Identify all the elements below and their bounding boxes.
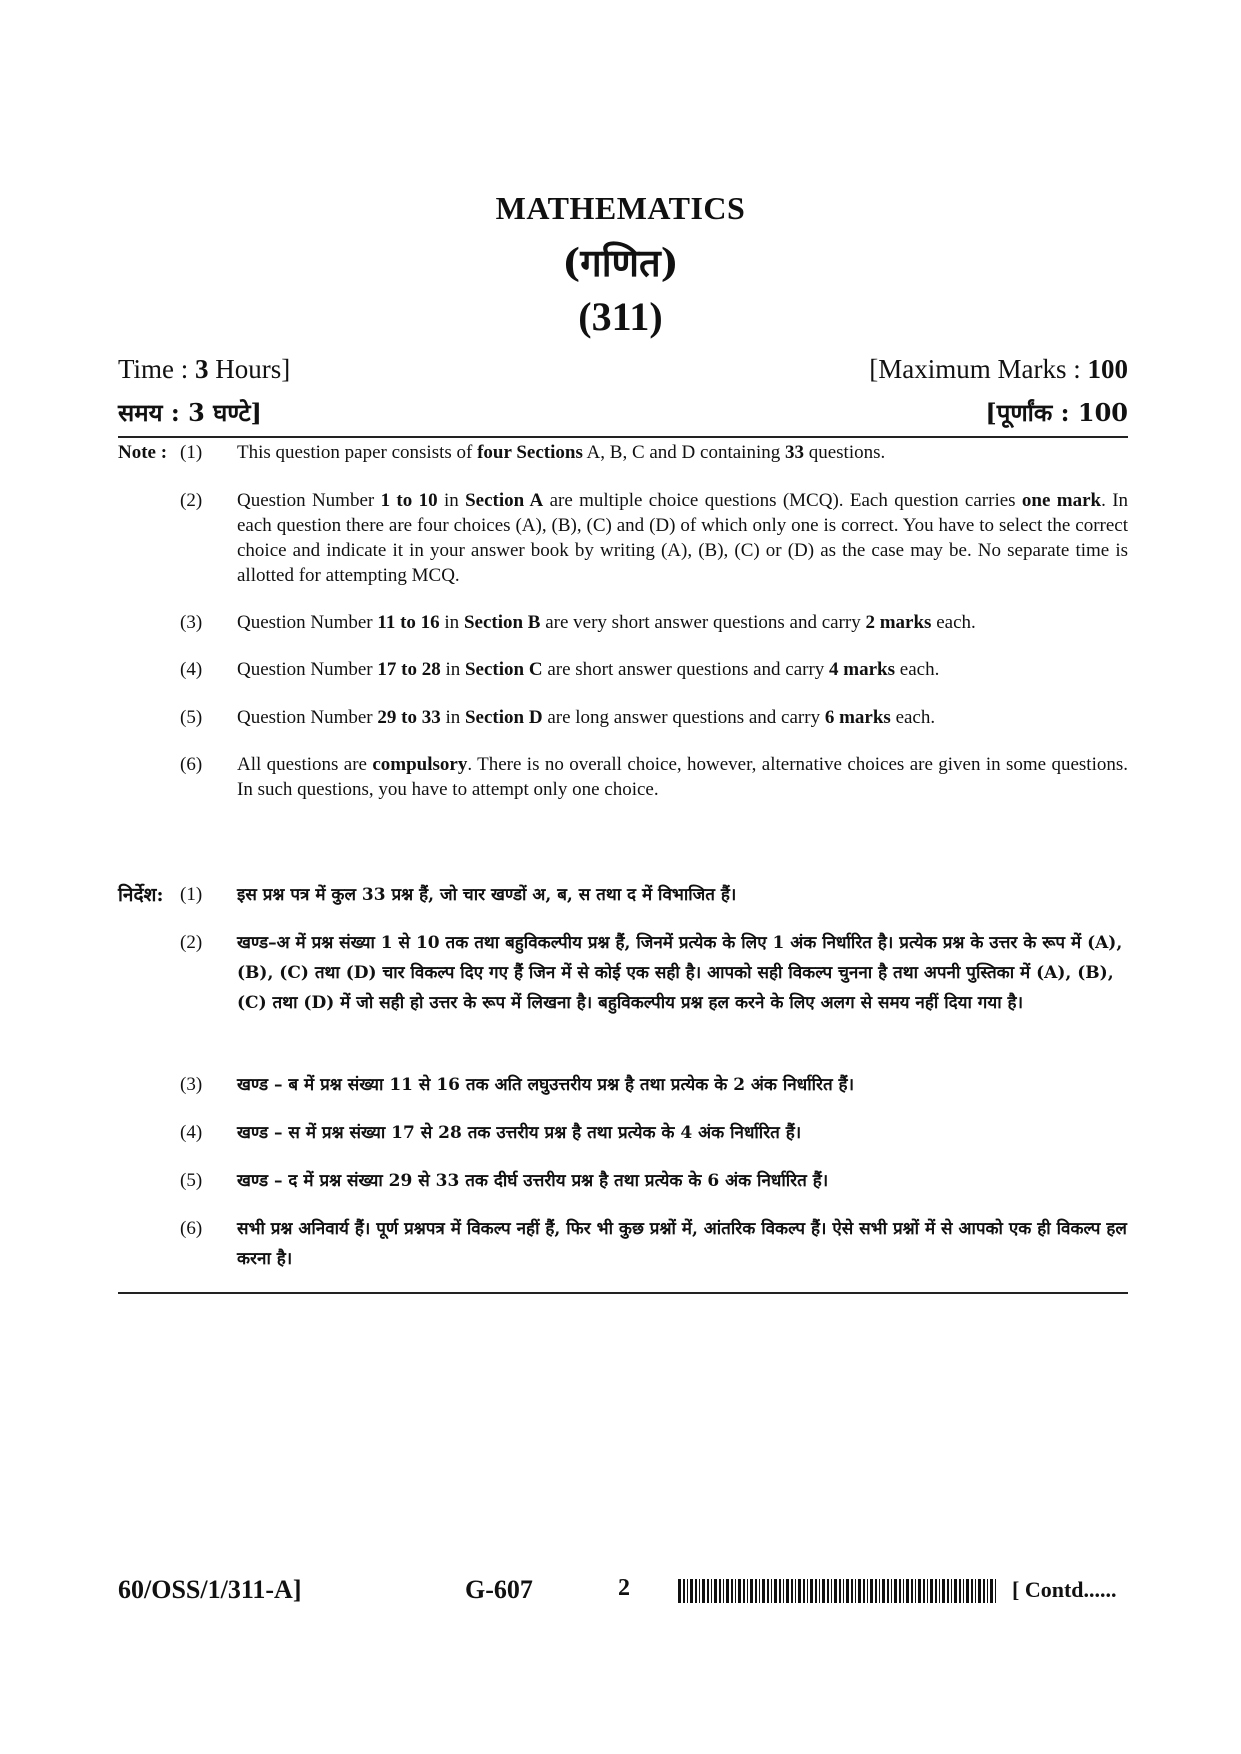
nirdesh-item-number: (6) (180, 1218, 203, 1239)
nirdesh-item-number: (2) (180, 932, 203, 953)
page-footer (0, 1575, 1241, 1615)
note-item-text: Question Number 11 to 16 in Section B are very short answer questions and carry 2 marks each. (237, 612, 976, 633)
time-label: Time : 3 Hours] (118, 354, 291, 384)
subject-code: (311) (578, 294, 663, 339)
nirdesh-item-text: खण्ड – द में प्रश्न संख्या 29 से 33 तक दीर्घ उत्तरीय प्रश्न है तथा प्रत्येक के 6 अंक निर्धारित हैं। (237, 1171, 829, 1191)
contd-label: [ Contd...... (1012, 1577, 1117, 1602)
barcode-icon (678, 1579, 996, 1603)
samay-label: समय : 3 घण्टे] (118, 398, 262, 427)
g-code: G-607 (465, 1575, 533, 1604)
subject-title-hindi: (गणित) (562, 240, 679, 285)
note-item-text: Question Number 17 to 28 in Section C are short answer questions and carry 4 marks each. (237, 659, 940, 680)
poornank-label: [पूर्णांक : 100 (985, 398, 1128, 427)
note-item-number: (6) (180, 754, 203, 775)
note-item-number: (2) (180, 490, 203, 511)
note-label: Note : (118, 442, 168, 463)
nirdesh-item-text: खण्ड – ब में प्रश्न संख्या 11 से 16 तक अति लघुउत्तरीय प्रश्न है तथा प्रत्येक के 2 अंक निर्धारित हैं। (237, 1075, 855, 1095)
note-item-number: (4) (180, 659, 203, 680)
maximum-marks: [Maximum Marks : 100 (869, 354, 1128, 384)
nirdesh-item-text: खण्ड–अ में प्रश्न संख्या 1 से 10 तक तथा बहुविकल्पीय प्रश्न हैं, जिनमें प्रत्येक के लिए 1 अंक निर्धारित है। प्रत्येक प्रश्न के उत्तर के रूप में (A), (B), (C) तथा (D) चार विकल्प दिए गए हैं जिन में से कोई एक सही है। आपको सही विकल्प चुनना है तथा अपनी पुस्तिका में (A), (B), (C) तथा (D) में जो सही हो उत्तर के रूप में लिखना है। बहुविकल्पीय प्रश्न हल करने के लिए अलग से समय नहीं दिया गया है। (237, 933, 1123, 1013)
note-item-number: (1) (180, 442, 203, 463)
nirdesh-item-number: (4) (180, 1122, 203, 1143)
nirdesh-item-text: सभी प्रश्न अनिवार्य हैं। पूर्ण प्रश्नपत्र में विकल्प नहीं हैं, फिर भी कुछ प्रश्नों में, आंतरिक विकल्प हैं। ऐसे सभी प्रश्नों में से आपको एक ही विकल्प हल करना है। (237, 1219, 1127, 1269)
nirdesh-item-text: खण्ड – स में प्रश्न संख्या 17 से 28 तक उत्तरीय प्रश्न है तथा प्रत्येक के 4 अंक निर्धारित हैं। (237, 1123, 802, 1143)
note-item-text: Question Number 29 to 33 in Section D are long answer questions and carry 6 marks each. (237, 707, 936, 728)
page-number: 2 (618, 1575, 630, 1601)
top-divider (118, 436, 1128, 438)
nirdesh-item-number: (5) (180, 1170, 203, 1191)
note-item-number: (3) (180, 612, 203, 633)
note-item-text: All questions are compulsory. There is no overall choice, however, alternative choices are given in some questions. In such questions, you have to attempt only one choice. (237, 754, 1128, 800)
nirdesh-label: निर्देश: (118, 884, 164, 906)
note-item-number: (5) (180, 707, 203, 728)
nirdesh-item-text: इस प्रश्न पत्र में कुल 33 प्रश्न हैं, जो चार खण्डों अ, ब, स तथा द में विभाजित हैं। (237, 885, 737, 905)
note-item-text: Question Number 1 to 10 in Section A are multiple choice questions (MCQ). Each question carries one mark. In each question there are four choices (A), (B), (C) and (D) of which only one is correct. You have to select the correct choice and indicate it in your answer book by writing (A), (B), (C) or (D) as the case may be. No separate time is allotted for attempting MCQ. (237, 490, 1129, 586)
note-item-text: This question paper consists of four Sections A, B, C and D containing 33 questions. (237, 442, 886, 463)
nirdesh-item-number: (1) (180, 884, 203, 905)
bottom-divider (118, 1292, 1128, 1294)
subject-title: MATHEMATICS (495, 190, 746, 226)
nirdesh-item-number: (3) (180, 1074, 203, 1095)
paper-code: 60/OSS/1/311-A] (118, 1575, 302, 1604)
